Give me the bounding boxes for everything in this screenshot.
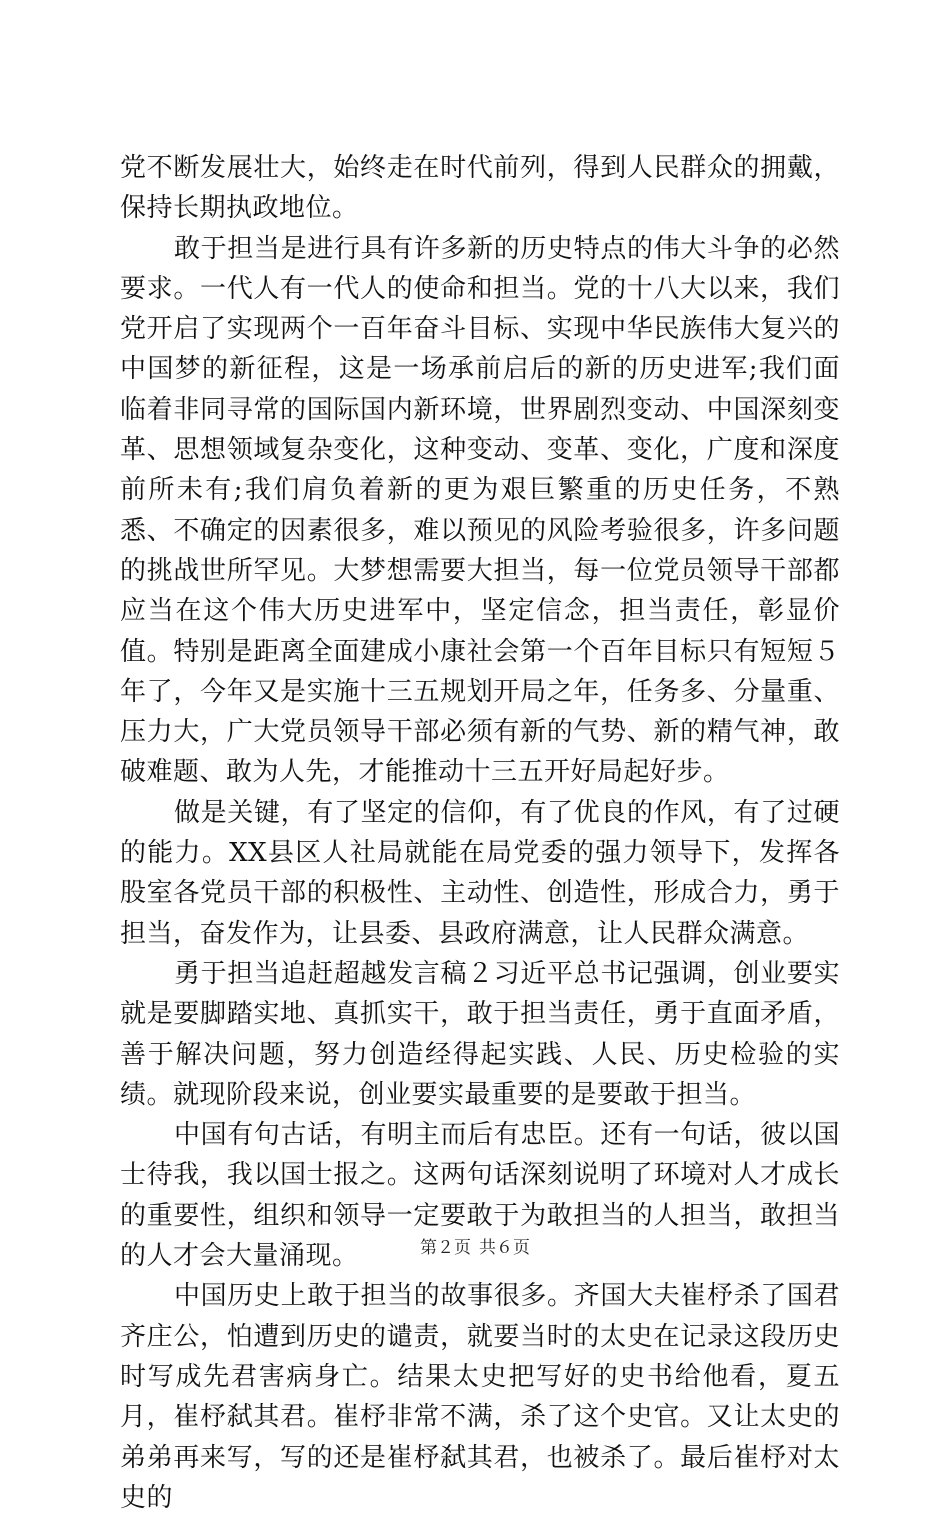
paragraph: 党不断发展壮大，始终走在时代前列，得到人民群众的拥戴，保持长期执政地位。 — [120, 153, 840, 224]
paragraph: 敢于担当是进行具有许多新的历史特点的伟大斗争的必然要求。一代人有一代人的使命和担当。党的十八大以来，我们党开启了实现两个一百年奋斗目标、实现中华民族伟大复兴的中国梦的新征程，这是一场承前启后的新的历史进军;我们面临着非同寻常的国际国内新环境，世界剧烈变动、中国深刻变革、思想领域复杂变化，这种变动、变革、变化，广度和深度前所未有;我们肩负着新的更为艰巨繁重的历史任务，不熟悉、不确定的因素很多，难以预见的风险考验很多，许多问题的挑战世所罕见。大梦想需要大担当，每一位党员领导干部都应当在这个伟大历史进军中，坚定信念，担当责任，彰显价值。特别是距离全面建成小康社会第一个百年目标只有短短５年了，今年又是实施十三五规划开局之年，任务多、分量重、压力大，广大党员领导干部必须有新的气势、新的精气神，敢破难题、敢为人先，才能推动十三五开好局起好步。 — [120, 233, 840, 788]
paragraph: 中国历史上敢于担当的故事很多。齐国大夫崔杼杀了国君齐庄公，怕遭到历史的谴责，就要当时的太史在记录这段历史时写成先君害病身亡。结果太史把写好的史书给他看，夏五月，崔杼弑其君。崔杼非常不满，杀了这个史官。又让太史的弟弟再来写，写的还是崔杼弑其君，也被杀了。最后崔杼对太史的 — [120, 1281, 840, 1513]
paragraph: 做是关键，有了坚定的信仰，有了优良的作风，有了过硬的能力。XX县区人社局就能在局党委的强力领导下，发挥各股室各党员干部的积极性、主动性、创造性，形成合力，勇于担当，奋发作为，让县委、县政府满意，让人民群众满意。 — [120, 797, 840, 949]
page-total: 共６页 — [479, 1238, 530, 1258]
document-body — [120, 148, 840, 1518]
paragraph: 中国有句古话，有明主而后有忠臣。还有一句话，彼以国士待我，我以国士报之。这两句话深刻说明了环境对人才成长的重要性，组织和领导一定要敢于为敢担当的人担当，敢担当的人才会大量涌现。 — [120, 1120, 840, 1272]
page-footer — [0, 1233, 950, 1258]
page-number: 第２页 — [420, 1238, 471, 1258]
paragraph: 勇于担当追赶超越发言稿２习近平总书记强调，创业要实就是要脚踏实地、真抓实干，敢于担当责任，勇于直面矛盾，善于解决问题，努力创造经得起实践、人民、历史检验的实绩。就现阶段来说，创业要实最重要的是要敢于担当。 — [120, 958, 840, 1110]
